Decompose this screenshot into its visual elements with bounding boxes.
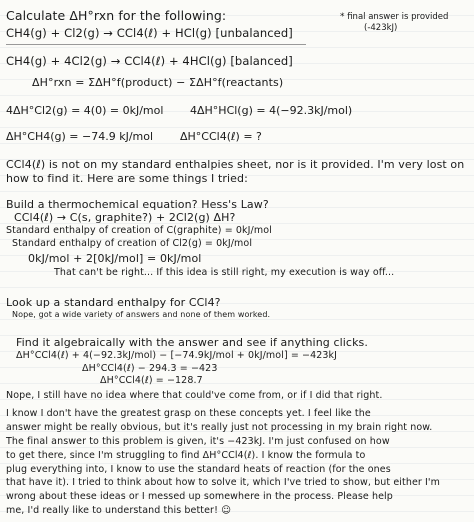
divider xyxy=(6,44,306,45)
closing-line-6: that have it). I tried to think about how to solve it, which I've tried to show, but either I'm xyxy=(6,477,440,488)
attempt-1-heading: Build a thermochemical equation? Hess's Law? xyxy=(6,198,269,211)
closing-line-2: answer might be really obvious, but it's really just not processing in my brain right now. xyxy=(6,422,433,433)
attempt-2-comment: Nope, got a wide variety of answers and none of them worked. xyxy=(12,310,271,319)
closing-line-3: The final answer to this problem is given, it's −423kJ. I'm just confused on how xyxy=(6,436,390,447)
closing-line-1: I know I don't have the greatest grasp on these concepts yet. I feel like the xyxy=(6,408,371,419)
attempt-1-std-chlorine: Standard enthalpy of creation of Cl2(g) = 0kJ/mol xyxy=(12,238,253,249)
hess-formula: ΔH°rxn = ΣΔH°f(product) − ΣΔH°f(reactants) xyxy=(32,76,284,89)
balanced-equation: CH4(g) + 4Cl2(g) → CCl4(ℓ) + 4HCl(g) [balanced] xyxy=(6,54,293,68)
paragraph-1-line-1: CCl4(ℓ) is not on my standard enthalpies sheet, nor is it provided. I'm very lost on xyxy=(6,158,465,171)
star-icon: * xyxy=(340,12,345,22)
attempt-3-equation-2: ΔH°CCl4(ℓ) − 294.3 = −423 xyxy=(82,363,218,374)
final-answer-note xyxy=(340,12,448,22)
closing-line-8: me, I'd really like to understand this better! ☺ xyxy=(6,505,232,516)
note-line-1: final answer is provided xyxy=(347,12,449,22)
value-hcl: 4ΔH°HCl(g) = 4(−92.3kJ/mol) xyxy=(190,104,353,117)
attempt-1-std-carbon: Standard enthalpy of creation of C(graphite) = 0kJ/mol xyxy=(6,225,272,236)
problem-title: Calculate ΔH°rxn for the following: xyxy=(6,8,227,23)
value-ch4: ΔH°CH4(g) = −74.9 kJ/mol xyxy=(6,130,154,143)
closing-line-7: wrong about these ideas or I messed up somewhere in the process. Please help xyxy=(6,491,393,502)
attempt-3-heading: Find it algebraically with the answer and see if anything clicks. xyxy=(16,336,368,349)
attempt-3-equation-1: ΔH°CCl4(ℓ) + 4(−92.3kJ/mol) − [−74.9kJ/mol + 0kJ/mol] = −423kJ xyxy=(16,350,338,361)
attempt-1-equation: CCl4(ℓ) → C(s, graphite?) + 2Cl2(g) ΔH? xyxy=(14,211,236,224)
value-cl2: 4ΔH°Cl2(g) = 4(0) = 0kJ/mol xyxy=(6,104,164,117)
closing-line-4: to get there, since I'm struggling to find ΔH°CCl4(ℓ). I know the formula to xyxy=(6,450,366,461)
closing-line-5: plug everything into, I know to use the standard heats of reaction (for the ones xyxy=(6,464,391,475)
paragraph-1-line-2: how to find it. Here are some things I tried: xyxy=(6,172,248,185)
value-ccl4: ΔH°CCl4(ℓ) = ? xyxy=(180,130,262,143)
attempt-1-sum: 0kJ/mol + 2[0kJ/mol] = 0kJ/mol xyxy=(28,252,202,265)
attempt-3-comment: Nope, I still have no idea where that could've come from, or if I did that right. xyxy=(6,390,383,401)
attempt-2-heading: Look up a standard enthalpy for CCl4? xyxy=(6,296,221,309)
attempt-1-comment: That can't be right... If this idea is still right, my execution is way off... xyxy=(54,267,395,278)
unbalanced-equation: CH4(g) + Cl2(g) → CCl4(ℓ) + HCl(g) [unbalanced] xyxy=(6,26,293,40)
attempt-3-equation-3: ΔH°CCl4(ℓ) = −128.7 xyxy=(100,375,203,386)
final-answer-value: (-423kJ) xyxy=(364,23,398,33)
